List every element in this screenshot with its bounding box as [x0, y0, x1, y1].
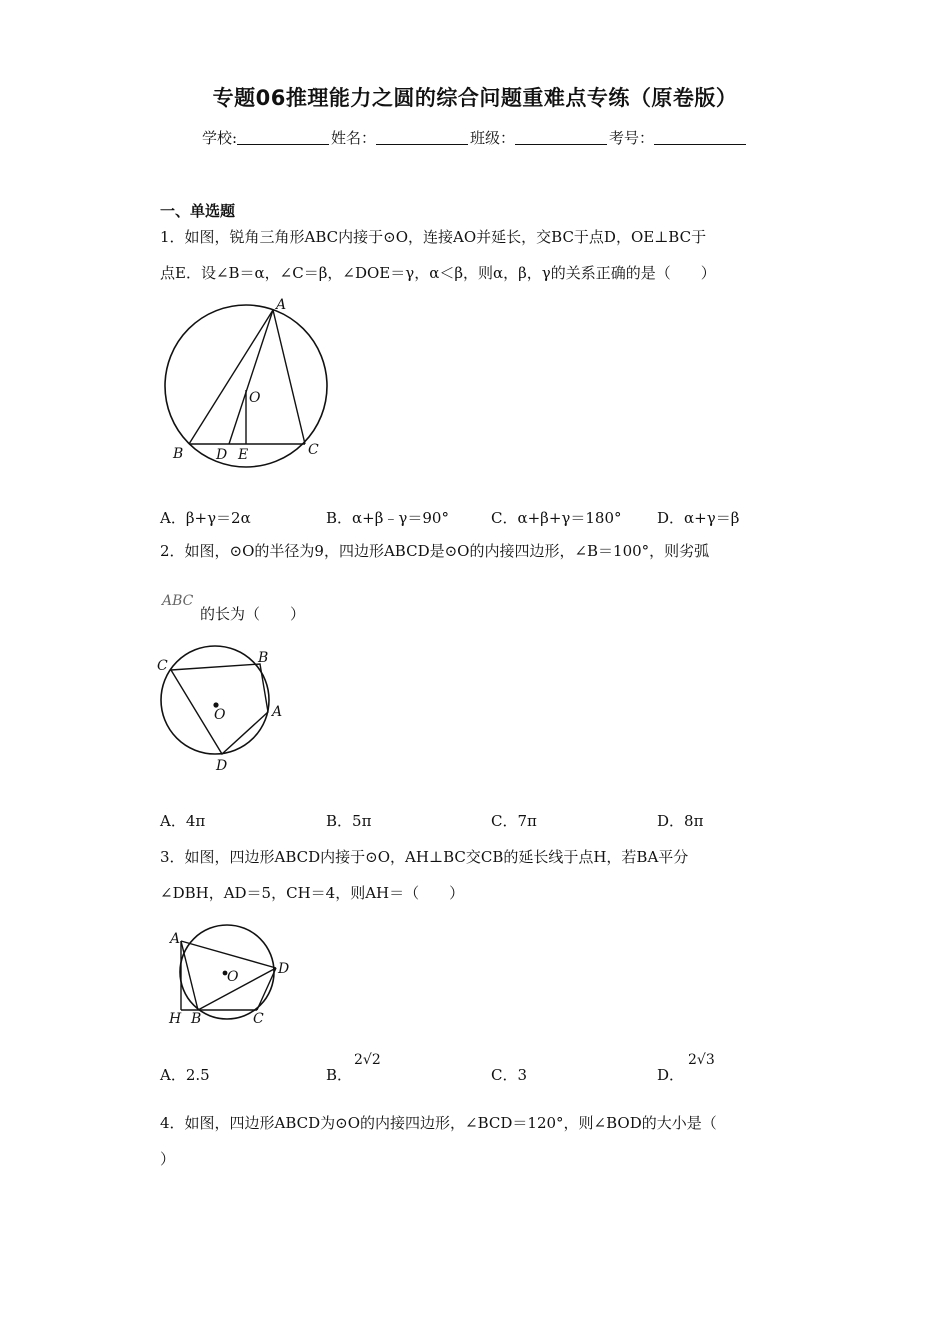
q1-option-d[interactable]: D．α+γ＝β [657, 509, 740, 527]
q1-label-e: E [238, 447, 249, 463]
q1-side-ac [273, 310, 305, 444]
q3-label-d: D [278, 961, 290, 977]
q1-label-d: D [216, 447, 228, 463]
q3-label-c: C [253, 1011, 264, 1027]
name-label: 姓名： [331, 129, 377, 147]
exam-no-blank[interactable] [654, 130, 746, 145]
q3-side-ad [181, 941, 276, 968]
q1-text-line2: 点E．设∠B＝α，∠C＝β，∠DOE＝γ，α＜β，则α，β，γ的关系正确的是（ ） [160, 264, 716, 282]
q3-text-line2: ∠DBH，AD＝5，CH＝4，则AH＝（ ） [160, 884, 465, 902]
q2-label-c: C [157, 658, 168, 674]
q2-label-o: O [214, 707, 226, 723]
class-blank[interactable] [515, 130, 607, 145]
q2-option-b[interactable]: B．5π [326, 812, 372, 830]
q3-option-d-radical: 2√3 [688, 1052, 715, 1068]
q3-option-c[interactable]: C．3 [491, 1066, 528, 1084]
q2-option-a[interactable]: A．4π [160, 812, 206, 830]
q3-side-cd [257, 968, 276, 1010]
q2-circle [161, 646, 269, 754]
q2-text-line1: 2．如图，⊙O的半径为9，四边形ABCD是⊙O的内接四边形，∠B＝100°，则劣弧 [160, 542, 710, 560]
q1-option-b[interactable]: B．α+β﹣γ＝90° [326, 509, 449, 527]
q3-option-b[interactable]: B． [326, 1066, 353, 1084]
q3-label-b: B [191, 1011, 202, 1027]
q4-text-line1: 4．如图，四边形ABCD为⊙O的内接四边形，∠BCD＝120°，则∠BOD的大小是（ [160, 1114, 717, 1132]
q1-label-a: A [276, 297, 287, 313]
q3-label-h: H [169, 1011, 182, 1027]
q3-text-line1: 3．如图，四边形ABCD内接于⊙O，AH⊥BC交CB的延长线于点H，若BA平分 [160, 848, 689, 866]
q3-label-o: O [227, 969, 239, 985]
class-label: 班级： [470, 129, 516, 147]
school-label: 学校: [201, 129, 237, 147]
q3-label-a: A [170, 931, 181, 947]
q2-label-a: A [272, 704, 283, 720]
q2-label-b: B [258, 650, 269, 666]
student-info-line [0, 127, 950, 148]
q2-text-line2: 的长为（ ） [200, 605, 306, 623]
q2-figure [155, 642, 295, 777]
q4-text-line2: ） [160, 1150, 176, 1168]
q1-label-c: C [308, 442, 319, 458]
q3-option-d[interactable]: D． [657, 1066, 685, 1084]
page-title: 专题06推理能力之圆的综合问题重难点专练（原卷版） [212, 86, 738, 110]
q2-label-d: D [216, 758, 228, 774]
q1-segment-ad [229, 310, 273, 444]
exam-no-label: 考号： [609, 129, 655, 147]
q1-option-a[interactable]: A．β+γ＝2α [160, 509, 251, 527]
school-blank[interactable] [237, 130, 329, 145]
q1-option-c[interactable]: C．α+β+γ＝180° [491, 509, 622, 527]
q1-text-line1: 1．如图，锐角三角形ABC内接于⊙O，连接AO并延长，交BC于点D，OE⊥BC于 [160, 228, 707, 246]
q3-figure [165, 925, 295, 1030]
q3-option-b-radical: 2√2 [354, 1052, 381, 1068]
q1-figure [160, 298, 335, 473]
q1-label-b: B [173, 446, 184, 462]
q2-arc-abc-label: ABC [162, 593, 194, 609]
q2-option-c[interactable]: C．7π [491, 812, 537, 830]
q2-option-d[interactable]: D．8π [657, 812, 704, 830]
q1-label-o: O [249, 390, 261, 406]
q3-option-a[interactable]: A．2.5 [160, 1066, 210, 1084]
name-blank[interactable] [376, 130, 468, 145]
q1-side-ab [189, 310, 273, 444]
section-title: 一、单选题 [160, 202, 236, 220]
